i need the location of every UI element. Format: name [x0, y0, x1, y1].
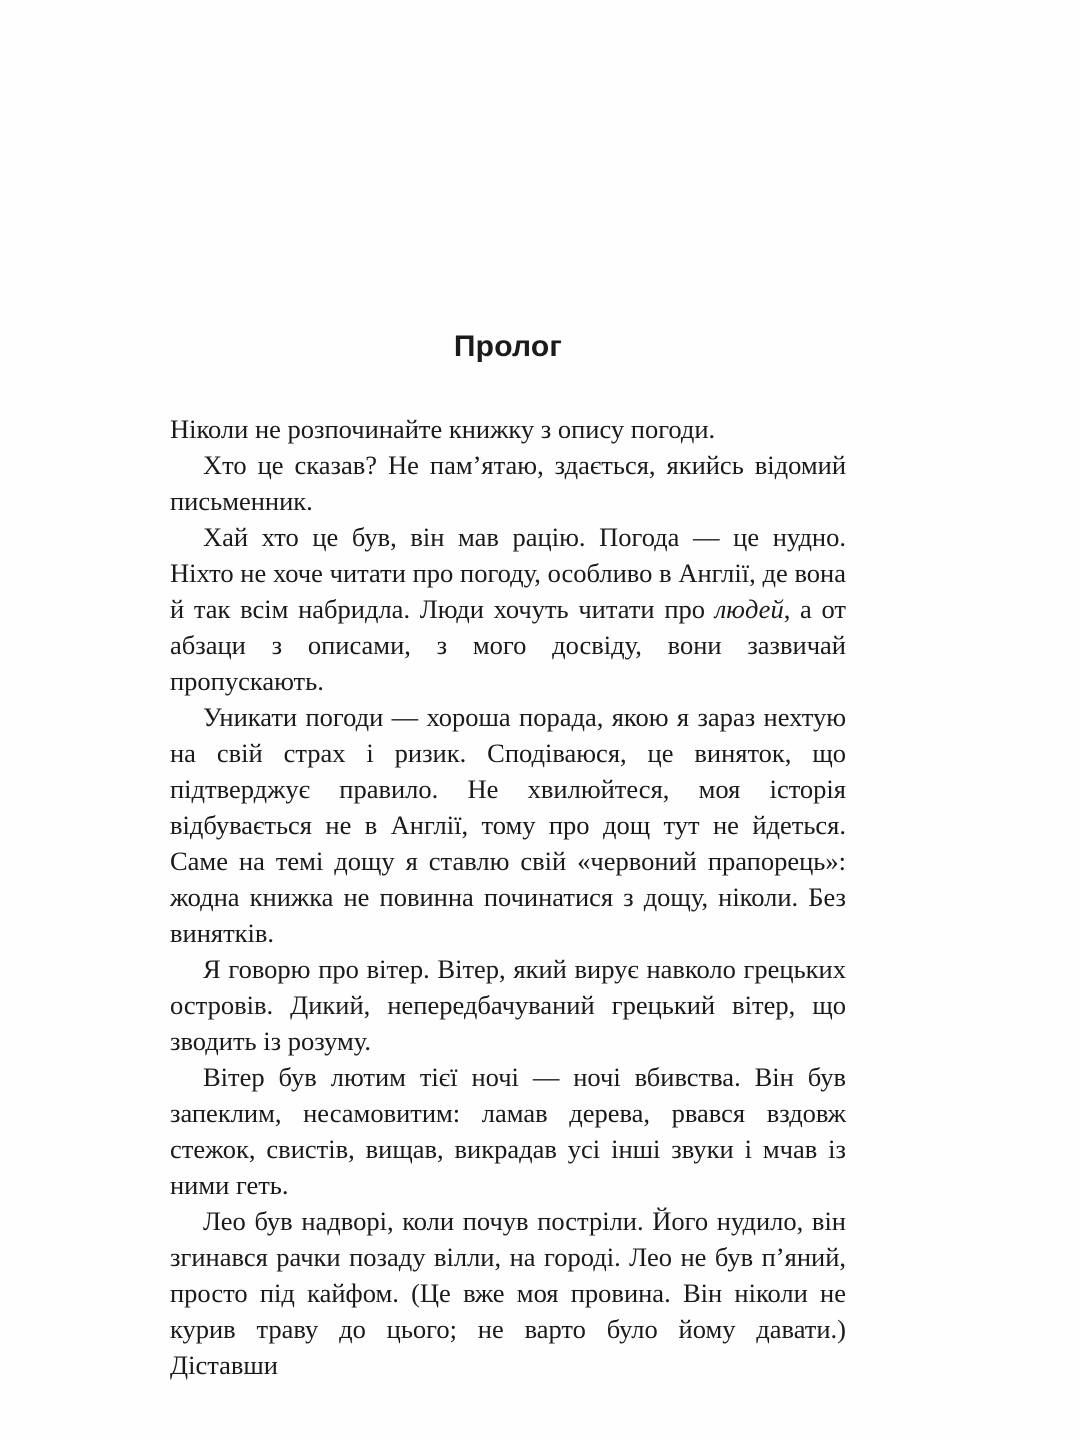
paragraph-7: Лео був надворі, коли почув постріли. Його нудило, він згинався рачки позаду вілли, на городі. Лео не був п’яний, просто під кайфом. (Це вже моя провина. Він ніколи не курив траву до цього; не варто було йому давати.) Діставши — [170, 1206, 846, 1380]
paragraph-3 — [170, 519, 846, 699]
page-content — [170, 330, 846, 1383]
paragraph-1: Ніколи не розпочинайте книжку з опису погоди. — [170, 414, 716, 444]
paragraph-5: Я говорю про вітер. Вітер, який вирує навколо грецьких островів. Дикий, непередбачуваний грецький вітер, що зводить із розуму. — [170, 954, 846, 1056]
page-title: Пролог — [453, 330, 563, 363]
paragraph-2: Хто це сказав? Не пам’ятаю, здається, якийсь відомий письменник. — [170, 450, 846, 516]
paragraph-6: Вітер був лютим тієї ночі — ночі вбивства. Він був запеклим, несамовитим: ламав дерева, рвався вздовж стежок, свистів, вищав, викрадав усі інші звуки і мчав із ними геть. — [170, 1062, 846, 1200]
paragraph-3-tail: , а от абзаци з описами, з мого досвіду, вони зазвичай пропускають. — [170, 594, 846, 696]
paragraph-4: Уникати погоди — хороша порада, якою я зараз нехтую на свій страх і ризик. Сподіваюся, це виняток, що підтверджує правило. Не хвилюйтеся, моя історія відбувається не в Англії, тому про дощ тут не йдеться. Саме на темі дощу я ставлю свій «червоний прапорець»: жодна книжка не повинна починатися з дощу, ніколи. Без винятків. — [170, 702, 846, 948]
emphasized-word-liudei: людей — [714, 594, 784, 624]
paragraph-3-lead: Хай хто це був, він мав рацію. Погода — це нудно. Ніхто не хоче читати про погоду, особливо в Англії, де вона й так всім набридла. Люди хочуть читати про — [170, 522, 846, 624]
